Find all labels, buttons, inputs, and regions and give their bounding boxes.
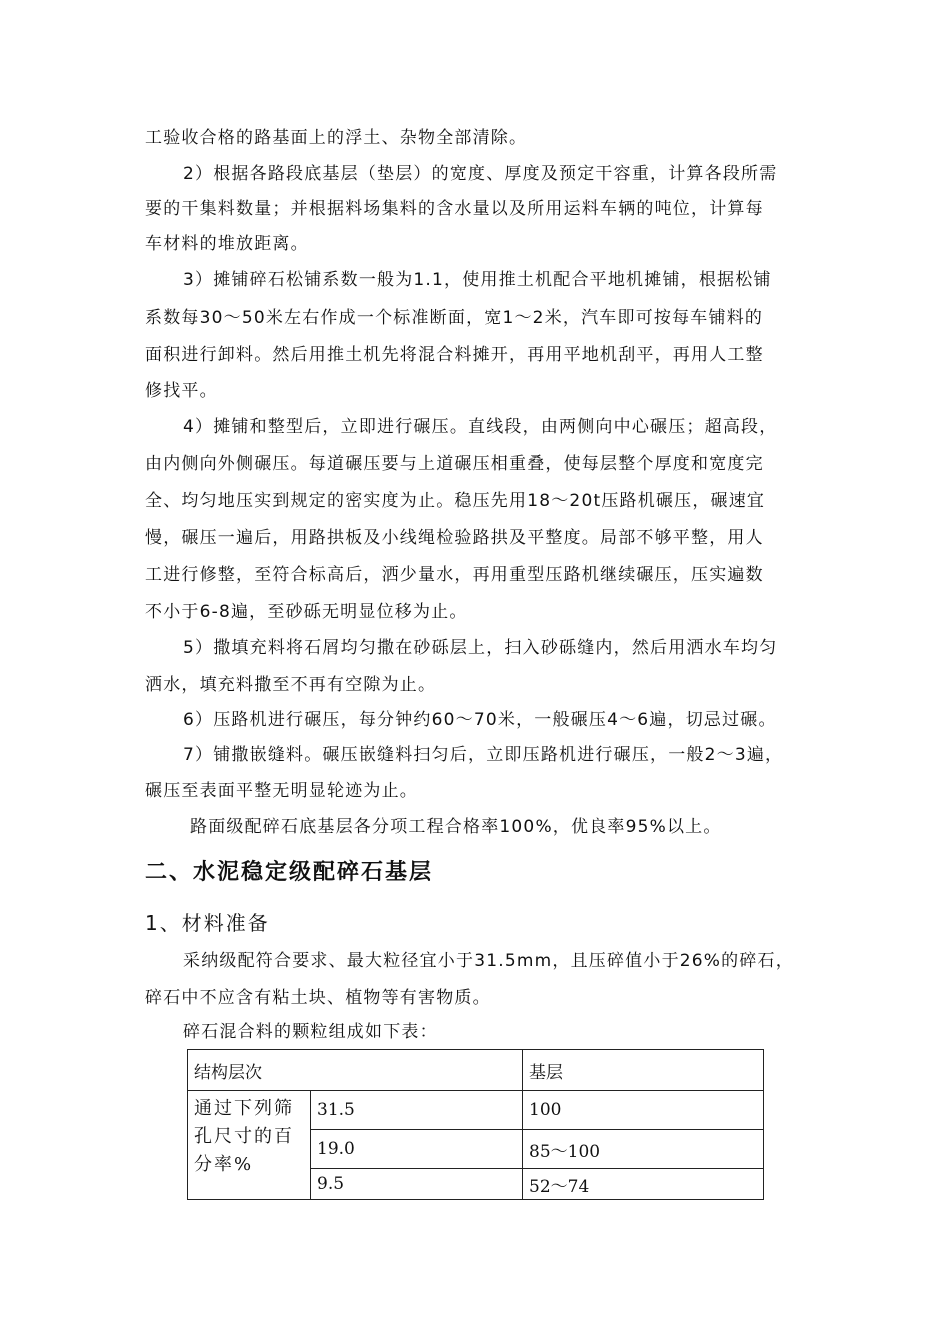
paragraph-line: 慢，碾压一遍后，用路拱板及小线绳检验路拱及平整度。局部不够平整，用人 bbox=[145, 528, 764, 548]
table-row-header: 通过下列筛孔尺寸的百分率% bbox=[188, 1091, 311, 1200]
table-cell: 100 bbox=[523, 1091, 764, 1130]
paragraph-line: 洒水，填充料撒至不再有空隙为止。 bbox=[145, 675, 437, 695]
paragraph-line: 碎石中不应含有粘土块、植物等有害物质。 bbox=[145, 988, 491, 1008]
paragraph-line: 车材料的堆放距离。 bbox=[145, 234, 309, 254]
paragraph-line: 4）摊铺和整型后，立即进行碾压。直线段，由两侧向中心碾压；超高段， bbox=[183, 417, 778, 437]
paragraph-line: 路面级配碎石底基层各分项工程合格率100%，优良率95%以上。 bbox=[190, 817, 722, 837]
table-cell: 结构层次 bbox=[188, 1050, 523, 1091]
paragraph-line: 系数每30～50米左右作成一个标准断面，宽1～2米，汽车即可按每车铺料的 bbox=[145, 308, 764, 328]
paragraph-line: 2）根据各路段底基层（垫层）的宽度、厚度及预定干容重，计算各段所需 bbox=[183, 164, 778, 184]
paragraph-line: 由内侧向外侧碾压。每道碾压要与上道碾压相重叠，使每层整个厚度和宽度完 bbox=[145, 454, 764, 474]
table-cell: 52～74 bbox=[523, 1169, 764, 1200]
table-cell: 基层 bbox=[523, 1050, 764, 1091]
paragraph-line: 5）撒填充料将石屑均匀撒在砂砾层上，扫入砂砾缝内，然后用洒水车均匀 bbox=[183, 638, 778, 658]
paragraph-line: 3）摊铺碎石松铺系数一般为1.1，使用推土机配合平地机摊铺，根据松铺 bbox=[183, 270, 772, 290]
table-row bbox=[188, 1091, 764, 1130]
subsection-heading: 1、材料准备 bbox=[145, 911, 270, 935]
section-heading: 二、水泥稳定级配碎石基层 bbox=[145, 860, 434, 885]
paragraph-line: 要的干集料数量；并根据料场集料的含水量以及所用运料车辆的吨位，计算每 bbox=[145, 199, 764, 219]
table-cell: 9.5 bbox=[311, 1169, 523, 1200]
gradation-table bbox=[187, 1049, 764, 1200]
paragraph-line: 碎石混合料的颗粒组成如下表： bbox=[183, 1022, 438, 1042]
paragraph-line: 工验收合格的路基面上的浮土、杂物全部清除。 bbox=[145, 128, 528, 148]
table-cell: 85～100 bbox=[523, 1130, 764, 1169]
paragraph-line: 6）压路机进行碾压，每分钟约60～70米，一般碾压4～6遍，切忌过碾。 bbox=[183, 710, 777, 730]
table-cell: 19.0 bbox=[311, 1130, 523, 1169]
paragraph-line: 面积进行卸料。然后用推土机先将混合料摊开，再用平地机刮平，再用人工整 bbox=[145, 345, 764, 365]
paragraph-line: 修找平。 bbox=[145, 381, 218, 401]
paragraph-line: 全、均匀地压实到规定的密实度为止。稳压先用18～20t压路机碾压，碾速宜 bbox=[145, 491, 766, 511]
paragraph-line: 不小于6-8遍，至砂砾无明显位移为止。 bbox=[145, 602, 468, 622]
table-cell: 31.5 bbox=[311, 1091, 523, 1130]
paragraph-line: 碾压至表面平整无明显轮迹为止。 bbox=[145, 781, 418, 801]
paragraph-line: 工进行修整，至符合标高后，洒少量水，再用重型压路机继续碾压，压实遍数 bbox=[145, 565, 764, 585]
paragraph-line: 采纳级配符合要求、最大粒径宜小于31.5mm，且压碎值小于26%的碎石， bbox=[183, 951, 794, 971]
paragraph-line: 7）铺撒嵌缝料。碾压嵌缝料扫匀后，立即压路机进行碾压，一般2～3遍， bbox=[183, 745, 784, 765]
table-header-row bbox=[188, 1050, 764, 1091]
